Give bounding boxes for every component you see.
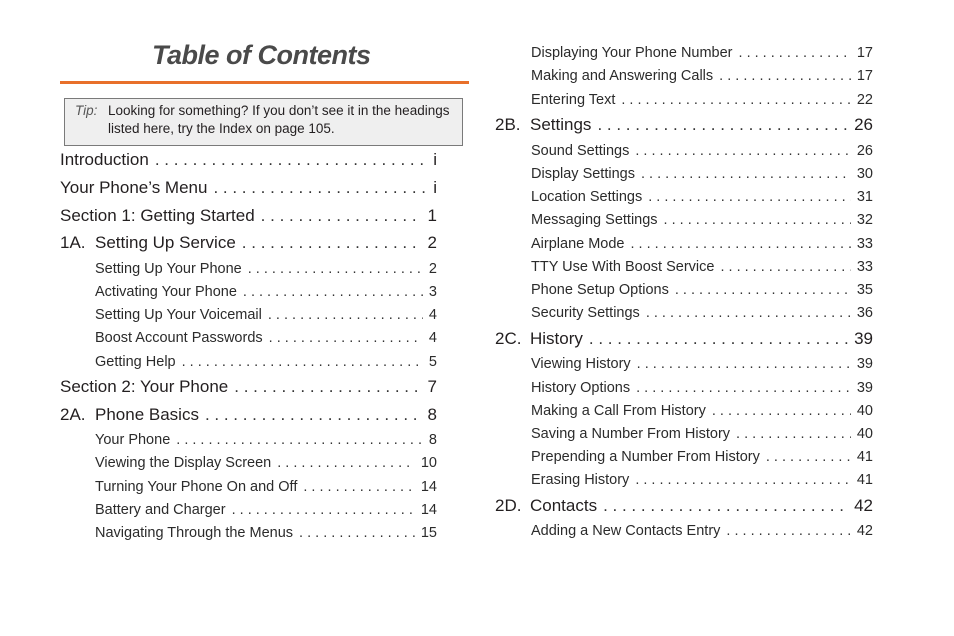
toc-section-entry[interactable] — [95, 479, 437, 495]
toc-page-number: 14 — [420, 479, 437, 495]
toc-page-number: 30 — [856, 166, 873, 182]
toc-section-entry[interactable] — [531, 403, 873, 419]
dot-leader — [277, 455, 415, 471]
toc-page-number: 2 — [427, 233, 437, 252]
dot-leader — [205, 405, 422, 425]
dot-leader — [641, 166, 851, 182]
toc-entry-title: Making a Call From History — [531, 403, 706, 419]
dot-leader — [648, 189, 851, 205]
toc-chapter-number: 2C. — [495, 329, 522, 348]
toc-chapter-number: 2D. — [495, 496, 522, 515]
toc-entry-title: Contacts — [530, 496, 598, 515]
dot-leader — [261, 206, 422, 226]
toc-chapter-entry[interactable] — [495, 329, 873, 349]
toc-entry-title: Displaying Your Phone Number — [531, 45, 733, 61]
dot-leader — [720, 259, 850, 275]
toc-entry-title: Battery and Charger — [95, 502, 226, 518]
toc-section-entry[interactable] — [95, 330, 437, 346]
dot-leader — [646, 305, 851, 321]
toc-entry-title: Turning Your Phone On and Off — [95, 479, 298, 495]
toc-page-number: 8 — [427, 405, 437, 424]
toc-chapter-number: 1A. — [60, 233, 86, 252]
dot-leader — [637, 356, 851, 372]
dot-leader — [248, 261, 423, 277]
toc-chapter-number: 2B. — [495, 115, 521, 134]
dot-leader — [176, 432, 423, 448]
dot-leader — [597, 115, 848, 135]
dot-leader — [675, 282, 851, 298]
toc-page-number: 26 — [856, 143, 873, 159]
tip-box — [64, 98, 463, 146]
toc-section-entry[interactable] — [531, 282, 873, 298]
toc-entry-title: Display Settings — [531, 166, 635, 182]
toc-section-entry[interactable] — [531, 380, 873, 396]
toc-entry-title: Phone Setup Options — [531, 282, 669, 298]
toc-entry-title: History — [530, 329, 583, 348]
dot-leader — [182, 354, 423, 370]
toc-page-number: 5 — [428, 354, 437, 370]
dot-leader — [299, 525, 415, 541]
dot-leader — [242, 233, 422, 253]
toc-entry-title: History Options — [531, 380, 631, 396]
toc-entry-title: Activating Your Phone — [95, 284, 237, 300]
dot-leader — [268, 307, 423, 323]
toc-page-number: 33 — [856, 259, 873, 275]
toc-page-number: 42 — [854, 496, 873, 515]
toc-page-number: 39 — [856, 380, 873, 396]
toc-entry-title: Settings — [530, 115, 592, 134]
toc-page-number: 3 — [428, 284, 437, 300]
toc-page-number: 4 — [428, 307, 437, 323]
toc-page-number: 33 — [856, 236, 873, 252]
toc-entry-title: Prepending a Number From History — [531, 449, 760, 465]
tip-text: Looking for something? If you don’t see it in the headings listed here, try the Index on page 105. — [108, 103, 450, 136]
toc-chapter-number: 2A. — [60, 405, 86, 424]
toc-page-number: 41 — [856, 472, 873, 488]
dot-leader — [766, 449, 851, 465]
dot-leader — [155, 150, 427, 170]
toc-entry-title: Boost Account Passwords — [95, 330, 263, 346]
toc-page-number: 31 — [856, 189, 873, 205]
toc-entry-title: Viewing the Display Screen — [95, 455, 272, 471]
toc-section-entry[interactable] — [531, 189, 873, 205]
toc-chapter-entry[interactable] — [60, 377, 437, 397]
toc-page-number: 36 — [856, 305, 873, 321]
toc-page-number: 26 — [854, 115, 873, 134]
dot-leader — [213, 178, 427, 198]
toc-chapter-entry[interactable] — [60, 206, 437, 226]
toc-chapter-entry[interactable] — [60, 405, 437, 425]
dot-leader — [635, 143, 851, 159]
toc-section-entry[interactable] — [95, 261, 437, 277]
toc-entry-title: Section 2: Your Phone — [60, 377, 229, 396]
toc-section-entry[interactable] — [531, 356, 873, 372]
toc-section-entry[interactable] — [531, 472, 873, 488]
toc-entry-title: Introduction — [60, 150, 149, 169]
toc-entry-title: Setting Up Your Voicemail — [95, 307, 262, 323]
dot-leader — [726, 523, 850, 539]
toc-entry-title: Sound Settings — [531, 143, 630, 159]
toc-chapter-entry[interactable] — [60, 178, 437, 198]
toc-page-number: 17 — [856, 45, 873, 61]
toc-section-entry[interactable] — [531, 305, 873, 321]
dot-leader — [635, 472, 851, 488]
toc-section-entry[interactable] — [531, 523, 873, 539]
toc-page-number: 17 — [856, 68, 873, 84]
toc-entry-title: Section 1: Getting Started — [60, 206, 255, 225]
toc-page-number: 39 — [854, 329, 873, 348]
tip-label: Tip: — [75, 103, 98, 118]
dot-leader — [269, 330, 423, 346]
toc-entry-title: Security Settings — [531, 305, 640, 321]
toc-section-entry[interactable] — [95, 354, 437, 370]
toc-page-number: 32 — [856, 212, 873, 228]
toc-entry-title: Erasing History — [531, 472, 630, 488]
toc-page-number: 35 — [856, 282, 873, 298]
toc-section-entry[interactable] — [95, 455, 437, 471]
dot-leader — [631, 236, 851, 252]
toc-page-number: 15 — [420, 525, 437, 541]
toc-entry-title: Making and Answering Calls — [531, 68, 714, 84]
toc-page-number: i — [433, 150, 437, 169]
toc-section-entry[interactable] — [531, 449, 873, 465]
dot-leader — [664, 212, 851, 228]
dot-leader — [636, 380, 851, 396]
toc-section-entry[interactable] — [95, 432, 437, 448]
toc-entry-title: Phone Basics — [95, 405, 199, 424]
dot-leader — [719, 68, 851, 84]
toc-section-entry[interactable] — [95, 525, 437, 541]
toc-entry-title: Setting Up Service — [95, 233, 236, 252]
dot-leader — [243, 284, 423, 300]
toc-entry-title: Viewing History — [531, 356, 631, 372]
toc-section-entry[interactable] — [95, 502, 437, 518]
page-title: Table of Contents — [152, 40, 371, 70]
toc-page-number: 1 — [427, 206, 437, 225]
toc-section-entry[interactable] — [531, 426, 873, 442]
dot-leader — [303, 479, 415, 495]
toc-section-entry[interactable] — [531, 45, 873, 61]
toc-section-entry[interactable] — [531, 212, 873, 228]
toc-entry-title: Adding a New Contacts Entry — [531, 523, 721, 539]
toc-page-number: 40 — [856, 403, 873, 419]
dot-leader — [739, 45, 851, 61]
dot-leader — [712, 403, 851, 419]
toc-section-entry[interactable] — [95, 284, 437, 300]
toc-page-number: 39 — [856, 356, 873, 372]
dot-leader — [232, 502, 415, 518]
title-underline — [60, 81, 469, 84]
toc-section-entry[interactable] — [531, 166, 873, 182]
toc-chapter-entry[interactable] — [495, 115, 873, 135]
toc-entry-title: Getting Help — [95, 354, 176, 370]
toc-page-number: 22 — [856, 92, 873, 108]
toc-page-number: 40 — [856, 426, 873, 442]
toc-entry-title: Saving a Number From History — [531, 426, 731, 442]
toc-page-number: 4 — [428, 330, 437, 346]
dot-leader — [589, 329, 848, 349]
toc-page-number: 14 — [420, 502, 437, 518]
toc-page-number: 10 — [420, 455, 437, 471]
toc-entry-title: TTY Use With Boost Service — [531, 259, 715, 275]
toc-entry-title: Location Settings — [531, 189, 643, 205]
toc-page-number: 2 — [428, 261, 437, 277]
toc-entry-title: Your Phone’s Menu — [60, 178, 208, 197]
toc-entry-title: Airplane Mode — [531, 236, 625, 252]
toc-chapter-entry[interactable] — [60, 150, 437, 170]
toc-entry-title: Messaging Settings — [531, 212, 658, 228]
toc-entry-title: Your Phone — [95, 432, 171, 448]
toc-section-entry[interactable] — [531, 143, 873, 159]
dot-leader — [736, 426, 851, 442]
toc-entry-title: Navigating Through the Menus — [95, 525, 294, 541]
toc-entry-title: Entering Text — [531, 92, 616, 108]
toc-chapter-entry[interactable] — [60, 233, 437, 253]
toc-entry-title: Setting Up Your Phone — [95, 261, 242, 277]
dot-leader — [234, 377, 421, 397]
toc-section-entry[interactable] — [531, 236, 873, 252]
toc-chapter-entry[interactable] — [495, 496, 873, 516]
toc-section-entry[interactable] — [95, 307, 437, 323]
toc-page-number: 41 — [856, 449, 873, 465]
toc-page-number: 7 — [427, 377, 437, 396]
toc-section-entry[interactable] — [531, 68, 873, 84]
dot-leader — [603, 496, 848, 516]
toc-section-entry[interactable] — [531, 259, 873, 275]
toc-page-number: i — [433, 178, 437, 197]
toc-section-entry[interactable] — [531, 92, 873, 108]
toc-page-number: 8 — [428, 432, 437, 448]
dot-leader — [621, 92, 850, 108]
toc-page-number: 42 — [856, 523, 873, 539]
